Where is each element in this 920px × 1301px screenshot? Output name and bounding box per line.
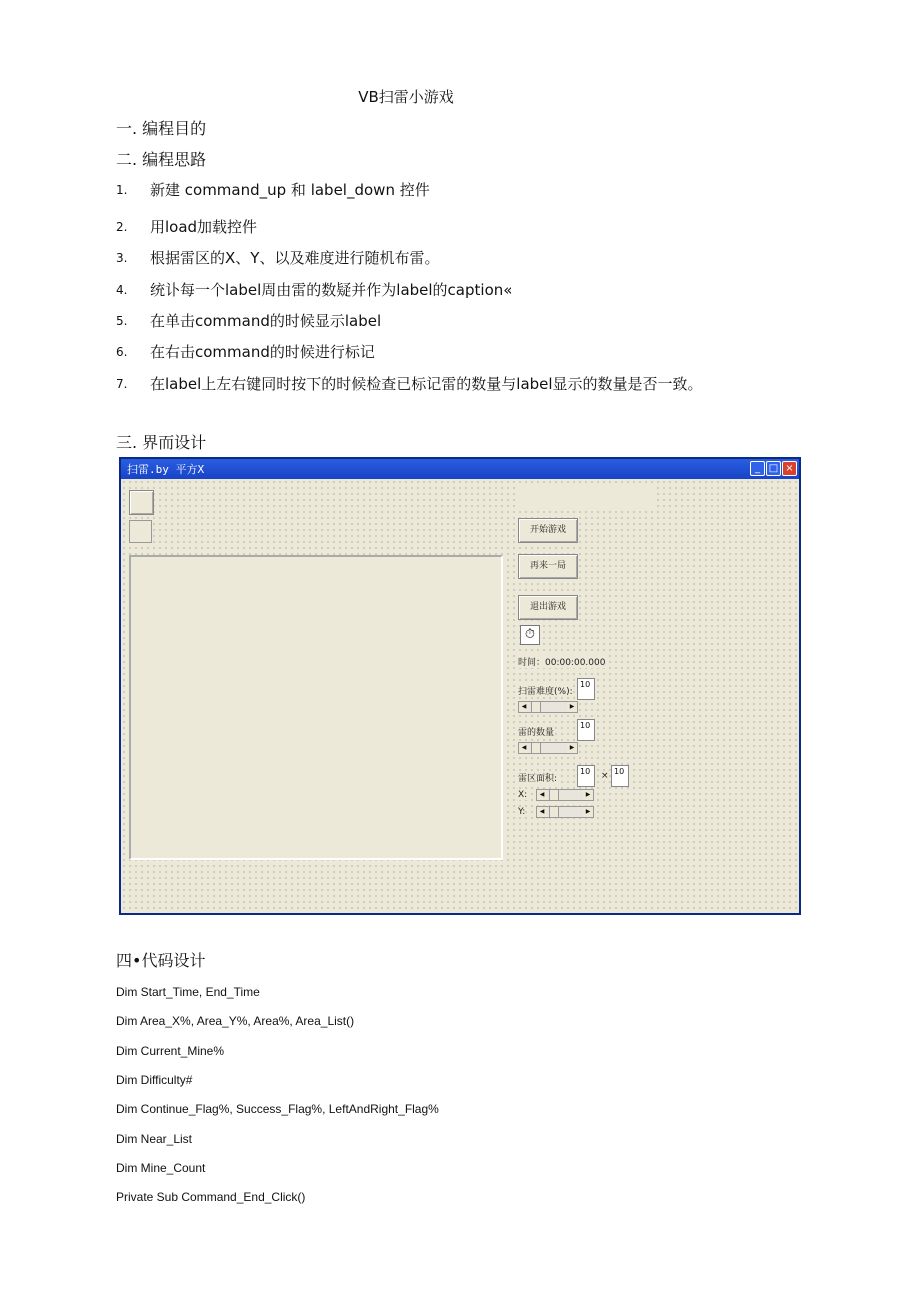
- step-text: 统讣每一个label周由雷的数疑并作为label的caption«: [150, 281, 513, 299]
- close-icon[interactable]: ×: [782, 461, 797, 476]
- step-text: 新建 command_up 和 label_down 控件: [150, 181, 430, 199]
- area-x-input[interactable]: 10: [577, 765, 595, 787]
- step-text: 用load加载控件: [150, 218, 258, 236]
- form-client-area: [121, 479, 799, 913]
- scroll-thumb[interactable]: [549, 790, 559, 800]
- section-heading-approach: 二. 编程思路: [116, 150, 207, 169]
- command-up-control[interactable]: [129, 490, 154, 515]
- code-line: Dim Start_Time, End_Time: [116, 985, 260, 999]
- status-panel: [516, 485, 656, 511]
- scroll-thumb[interactable]: [549, 807, 559, 817]
- scroll-left-icon[interactable]: ◀: [537, 807, 547, 817]
- mine-field-frame: [129, 555, 503, 860]
- vb-form-window: [119, 457, 801, 915]
- scroll-right-icon[interactable]: ▶: [567, 702, 577, 712]
- x-label: X:: [518, 790, 528, 800]
- area-y-scrollbar[interactable]: [536, 806, 594, 818]
- scroll-right-icon[interactable]: ▶: [583, 807, 593, 817]
- mine-count-scrollbar[interactable]: [518, 742, 578, 754]
- step-number: 4.: [116, 283, 128, 297]
- y-label: Y:: [518, 807, 526, 817]
- label-down-control: [129, 520, 152, 543]
- section-heading-ui-design: 三. 界而设计: [116, 433, 207, 452]
- area-times-sign: ×: [601, 771, 609, 781]
- scroll-right-icon[interactable]: ▶: [583, 790, 593, 800]
- step-number: 5.: [116, 314, 128, 328]
- step-text: 在右击command的时候进行标记: [150, 343, 375, 361]
- mine-count-label: 雷的数量: [518, 725, 554, 738]
- step-number: 7.: [116, 377, 128, 391]
- scroll-left-icon[interactable]: ◀: [519, 702, 529, 712]
- difficulty-label: 扫雷难度(%):: [518, 684, 573, 697]
- scroll-thumb[interactable]: [531, 702, 541, 712]
- code-line: Dim Difficulty#: [116, 1073, 193, 1087]
- step-number: 6.: [116, 345, 128, 359]
- scroll-left-icon[interactable]: ◀: [537, 790, 547, 800]
- code-line: Dim Current_Mine%: [116, 1044, 225, 1058]
- stopwatch-icon: ⏱: [520, 625, 540, 645]
- scroll-left-icon[interactable]: ◀: [519, 743, 529, 753]
- section-heading-code-design: 四•代码设计: [116, 951, 206, 970]
- section-heading-purpose: 一. 编程目的: [116, 119, 207, 138]
- step-number: 3.: [116, 251, 128, 265]
- step-number: 2.: [116, 220, 128, 234]
- scroll-right-icon[interactable]: ▶: [567, 743, 577, 753]
- start-game-button[interactable]: 开始游戏: [518, 518, 578, 543]
- difficulty-input[interactable]: 10: [577, 678, 595, 700]
- code-line: Private Sub Command_End_Click(): [116, 1190, 306, 1204]
- new-round-button[interactable]: 再来一局: [518, 554, 578, 579]
- exit-game-button[interactable]: 退出游戏: [518, 595, 578, 620]
- step-text: 根据雷区的X、Y、以及难度进行随机布雷。: [150, 249, 440, 267]
- mine-count-input[interactable]: 10: [577, 719, 595, 741]
- area-x-scrollbar[interactable]: [536, 789, 594, 801]
- code-line: Dim Mine_Count: [116, 1161, 206, 1175]
- minimize-icon[interactable]: _: [750, 461, 765, 476]
- step-text: 在label上左右键同时按下的时候检查已标记雷的数量与label显示的数量是否一致。: [150, 375, 703, 393]
- step-number: 1.: [116, 183, 128, 197]
- area-y-input[interactable]: 10: [611, 765, 629, 787]
- step-text: 在单击command的时候显示label: [150, 312, 382, 330]
- area-label: 雷区面积:: [518, 771, 557, 784]
- maximize-icon[interactable]: □: [766, 461, 781, 476]
- form-title: 扫雷.by 平方X: [127, 463, 205, 476]
- form-titlebar: [121, 459, 799, 479]
- scroll-thumb[interactable]: [531, 743, 541, 753]
- time-label: 时间：00:00:00.000: [518, 655, 605, 668]
- document-title: VB扫雷小游戏: [358, 88, 454, 106]
- code-line: Dim Continue_Flag%, Success_Flag%, LeftAndRight_Flag%: [116, 1102, 439, 1116]
- code-line: Dim Near_List: [116, 1132, 193, 1146]
- code-line: Dim Area_X%, Area_Y%, Area%, Area_List(): [116, 1014, 355, 1028]
- difficulty-scrollbar[interactable]: [518, 701, 578, 713]
